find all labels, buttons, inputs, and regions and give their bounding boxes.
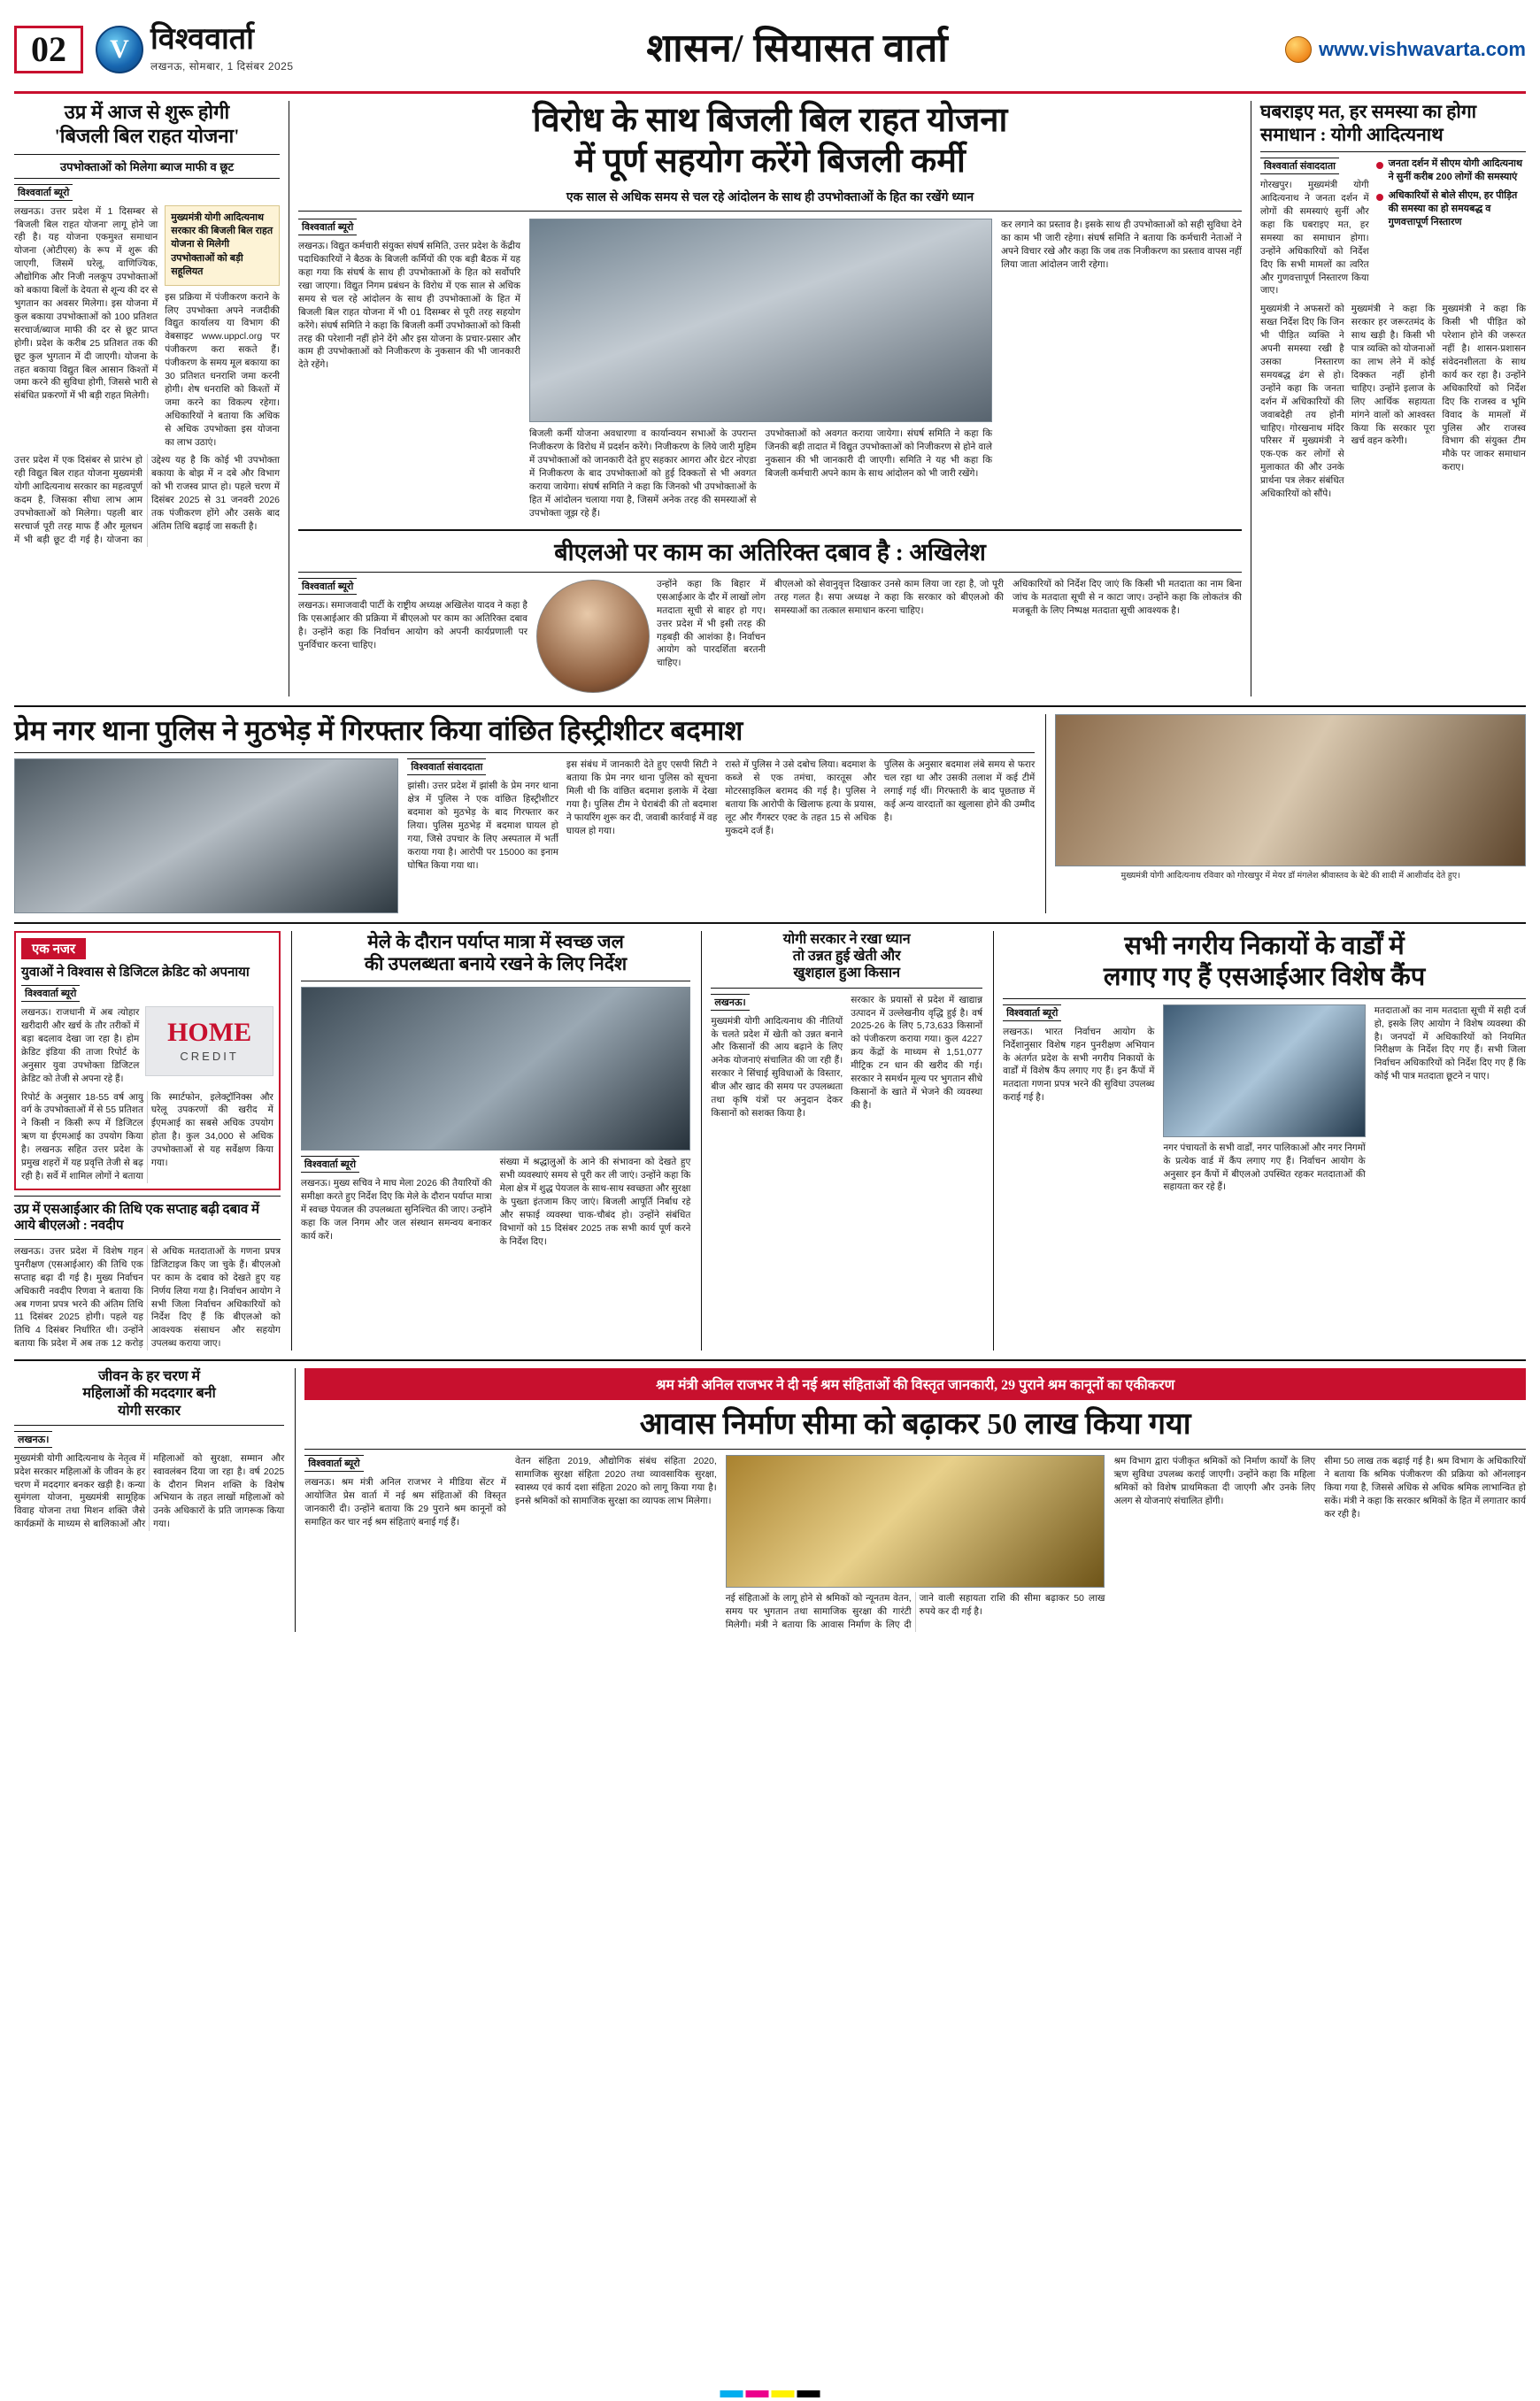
paragraph-3: उत्तर प्रदेश में एक दिसंबर से प्रारंभ हो रही विद्युत बिल राहत योजना मुख्यमंत्री योगी आदित्यनाथ सरकार का महत्वपूर्ण कदम है, जिसका सीधा लाभ आम उपभोक्ताओं को मिलेगा। पहली बार सरचार्ज पूरी तरह माफ हैं और मूलधन में भी बड़ी छूट दी गई है। योजना का उद्देश्य यह है कि कोई भी उपभोक्ता बकाया के बोझ में न दबे और विभाग को भी राजस्व प्राप्त हो। पहले चरण में दिसंबर 2025 से 31 जनवरी 2026 तक पंजीकरण होंगे और उसके बाद अंतिम तिथि बढ़ाई जा सकती है। bbox=[14, 455, 280, 545]
bottom-section bbox=[14, 1368, 1526, 1632]
home-credit-sub: CREDIT bbox=[180, 1050, 239, 1064]
headline-line1: घबराइए मत, हर समस्या का होगा bbox=[1260, 101, 1477, 122]
cmyk-yellow bbox=[772, 2390, 795, 2397]
ssir-body: लखनऊ। उत्तर प्रदेश में विशेष गहन पुनरीक्षण (एसआईआर) की तिथि एक सप्ताह बढ़ा दी गई है। मुख्य निर्वाचन अधिकारी नवदीप रिणवा ने बताया कि अब गणना प्रपत्र भरने की अंतिम तिथि 11 दिसंबर 2025 होगी। पहले यह तिथि 4 दिसंबर निर्धारित थी। उन्होंने बताया कि प्रदेश में अब तक 12 करोड़ से अधिक मतदाताओं के गणना प्रपत्र डिजिटाइज किए जा चुके हैं। बीएलओ पर काम के दबाव को देखते हुए यह निर्णय लिया गया है। निर्वाचन आयोग ने सभी जिला निर्वाचन अधिकारियों को निर्देश दिए हैं कि बीएलओ को आवश्यक संसाधन और सहयोग उपलब्ध कराया जाए। bbox=[14, 1245, 281, 1350]
meeting-photo bbox=[529, 219, 992, 422]
paragraph-3: मुख्यमंत्री ने कहा कि किसी भी पीड़ित को परेशान होने की जरूरत नहीं है। शासन-प्रशासन संवेदनशीलता के साथ कार्य कर रहा है। उन्होंने अधिकारियों को निर्देश दिए कि राजस्व व भूमि विवाद के मामलों में पुलिस और राजस्व विभाग की संयुक्त टीम मौके पर जाकर समाधान कराए। bbox=[1442, 304, 1527, 473]
cmyk-registration-marks bbox=[720, 2390, 820, 2397]
mela-paragraph-2: संख्या में श्रद्धालुओं के आने की संभावना को देखते हुए सभी व्यवस्थाएं समय से पूरी कर ली जाएं। उन्होंने कहा कि मेला क्षेत्र में शुद्ध पेयजल के साथ-साथ स्वच्छता और सुरक्षा के पुख्ता इंतजाम किए जाएं। बिजली आपूर्ति निर्बाध रहे और सफाई व्यवस्था चाक-चौबंद हो। उन्होंने संबंधित विभागों को 15 दिसंबर 2025 तक सभी कार्य पूर्ण करने के निर्देश दिए। bbox=[499, 1157, 691, 1247]
headline-line1: विरोध के साथ बिजली बिल राहत योजना bbox=[532, 102, 1008, 139]
wards-byline: विश्ववार्ता ब्यूरो bbox=[1003, 1004, 1061, 1021]
wards-paragraph-2: नगर पंचायतों के सभी वार्डों, नगर पालिकाओं और नगर निगमों के प्रत्येक वार्ड में कैंप लगाए गए हैं। निर्वाचन आयोग के अनुसार इन कैंपों में बीएलओ उपस्थित रहकर मतदाताओं की सहायता कर रहे हैं। bbox=[1163, 1142, 1366, 1193]
akhilesh-paragraph-3: बीएलओ को सेवानुवृत्त दिखाकर उनसे काम लिया जा रहा है, जो पूरी तरह गलत है। सपा अध्यक्ष ने कहा कि सरकार को बीएलओ की समस्याओं का तत्काल समाधान करना चाहिए। bbox=[774, 578, 1004, 616]
headline-line1: उप्र में आज से शुरू होगी bbox=[64, 101, 230, 123]
highlight-bullets bbox=[1376, 158, 1526, 228]
masthead bbox=[14, 12, 1526, 94]
subheadline: एक साल से अधिक समय से चल रहे आंदोलन के साथ ही उपभोक्ताओं के हित का रखेंगे ध्यान bbox=[298, 189, 1242, 212]
paragraph-2: बिजली कर्मी योजना अवधारणा व कार्यान्वयन सभाओं के उपरान्त निजीकरण के विरोध में प्रदर्शन करेंगे। निजीकरण के लिये जारी मुहिम में उपभोक्ताओं को जानकारी देते हुए सहकार आगरा और ग्रेटर नोएडा में निजीकरण के बाद उपभोक्ताओं को हुई दिक्कतों से भी अवगत कराया जायेगा। संघर्ष समिति ने कहा कि जिनको भी उपभोक्ताओं के हित में आंदोलन चलाया गया है, जिसमें अनेक तरह की समस्याओं से उपभोक्ता जूझ रहे हैं। bbox=[529, 428, 757, 519]
paragraph-2: मुख्यमंत्री ने कहा कि सरकार हर जरूरतमंद के साथ खड़ी है। किसी भी पात्र व्यक्ति को योजनाओं का लाभ लेने में कोई दिक्कत नहीं होनी चाहिए। उन्होंने इलाज के लिए आर्थिक सहायता मांगने वालों को आश्वस्त किया कि सरकार पूरा खर्च वहन करेगी। bbox=[1351, 304, 1436, 447]
police-paragraph-1: झांसी। उत्तर प्रदेश में झांसी के प्रेम नगर थाना क्षेत्र में पुलिस ने एक वांछित हिस्ट्रीशीटर बदमाश को मुठभेड़ के बाद गिरफ्तार कर लिया। पुलिस मुठभेड़ में बदमाश घायल हो गया, जिसे उपचार के लिए अस्पताल में भर्ती कराया गया है। आरोपी पर 15000 का इनाम घोषित किया गया था। bbox=[407, 781, 558, 871]
home-credit-logo bbox=[145, 1006, 273, 1076]
cm-wedding-photo bbox=[1055, 714, 1526, 866]
globe-logo-icon: V bbox=[96, 26, 143, 73]
section-title: शासन/ सियासत वार्ता bbox=[646, 27, 949, 71]
paragraph-1: लखनऊ। उत्तर प्रदेश में 1 दिसम्बर से 'बिजली बिल राहत योजना' लागू होने जा रही है। यह योजना एकमुश्त समाधान योजना (ओटीएस) के रूप में शुरू की जाएगी, जिसमें घरेलू, वाणिज्यिक, औद्योगिक और निजी नलकूप उपभोक्ताओं को बकाया बिलों के देयता से शून्य की दर से भुगतान का अवसर मिलेगा। इस योजना में कुल बकाया उपभोक्ताओं को 100 प्रतिशत सरचार्ज/ब्याज माफी की दर से छूट प्राप्त होगी। प्रदेश के करीब 25 प्रतिशत तक की छूट कुल भुगतान में दी जाएगी। योजना के तहत बकाया विद्युत बिल आसान किश्तों में जमा करने की सुविधा होगी, जिससे भारी से संबंधित प्रकरणों में भी बड़ी राहत मिलेगी। bbox=[14, 205, 158, 402]
women-body: मुख्यमंत्री योगी आदित्यनाथ के नेतृत्व में प्रदेश सरकार महिलाओं के जीवन के हर चरण में मददगार बनकर खड़ी है। कन्या सुमंगला योजना, मुख्यमंत्री सामूहिक विवाह योजना तथा मिशन शक्ति जैसे कार्यक्रमों के माध्यम से बालिकाओं और महिलाओं को सुरक्षा, सम्मान और स्वावलंबन दिया जा रहा है। वर्ष 2025 के दौरान मिशन शक्ति के विशेष अभियान के तहत लाखों महिलाओं को उनके अधिकारों के प्रति जागरूक किया गया। bbox=[14, 1452, 285, 1530]
women-headline-1: जीवन के हर चरण में bbox=[98, 1369, 201, 1385]
website-link[interactable] bbox=[1285, 36, 1526, 63]
cmyk-black bbox=[797, 2390, 820, 2397]
publication-dateline: लखनऊ, सोमबार, 1 दिसंबर 2025 bbox=[150, 60, 294, 73]
story-yogi-janta-darshan bbox=[1260, 101, 1526, 696]
middle-section bbox=[14, 931, 1526, 1351]
mela-headline-2: की उपलब्धता बनाये रखने के लिए निर्देश bbox=[364, 953, 628, 975]
publication-name: विश्ववार्ता bbox=[150, 23, 254, 56]
wards-camp-photo bbox=[1163, 1004, 1365, 1137]
eknazar-headline: युवाओं ने विश्वास से डिजिटल क्रेडिट को अपनाया bbox=[21, 966, 250, 981]
awas-headline: आवास निर्माण सीमा को बढ़ाकर 50 लाख किया गया bbox=[639, 1408, 1191, 1442]
awas-paragraph-4: श्रम विभाग द्वारा पंजीकृत श्रमिकों को निर्माण कार्यों के लिए ऋण सुविधा उपलब्ध कराई जाएगी। उन्होंने कहा कि महिला श्रमिकों को विशेष प्राथमिकता दी जाएगी और उनके लिए अलग से योजनाएं संचालित होंगी। bbox=[1113, 1455, 1316, 1506]
byline: विश्ववार्ता ब्यूरो bbox=[298, 219, 357, 235]
kisan-paragraph-2: सरकार के प्रयासों से प्रदेश में खाद्यान्न उत्पादन में उल्लेखनीय वृद्धि हुई है। वर्ष 2025-26 के लिए 5,73,633 किसानों को पंजीकरण कराया गया। कुल 4227 क्रय केंद्रों के माध्यम से 1,51,077 मीट्रिक टन धान की खरीद की गई। सरकार ने समर्थन मूल्य पर भुगतान सीधे किसानों के खाते में भेजने की व्यवस्था की है। bbox=[851, 994, 983, 1111]
paragraph-1: मुख्यमंत्री ने अफसरों को सख्त निर्देश दिए कि जिन भी पीड़ित व्यक्ति ने अपनी समस्या रखी है उसका निस्तारण समयबद्ध ढंग से हो। उन्होंने कहा कि जनता दर्शन में अधिकारियों की जवाबदेही तय होनी चाहिए। गोरखनाथ मंदिर परिसर में मुख्यमंत्री ने एक-एक कर लोगों से मुलाकात की और उनके प्रार्थना पत्र लेकर संबंधित अधिकारियों को सौंपे। bbox=[1260, 304, 1344, 500]
cmyk-magenta bbox=[746, 2390, 769, 2397]
police-paragraph-3: रास्ते में पुलिस ने उसे दबोच लिया। बदमाश के कब्जे से एक तमंचा, कारतूस और मोटरसाइकिल बरामद की गई है। पुलिस ने बताया कि आरोपी के खिलाफ हत्या के प्रयास, लूट और गैंगस्टर एक्ट के तहत 15 से अधिक मुकदमे दर्ज हैं। bbox=[725, 759, 876, 836]
headline-line2: 'बिजली बिल राहत योजना' bbox=[54, 124, 240, 147]
mela-byline: विश्ववार्ता ब्यूरो bbox=[301, 1156, 359, 1173]
eknazar-paragraph-2: रिपोर्ट के अनुसार 18-55 वर्ष आयु वर्ग के उपभोक्ताओं में से 55 प्रतिशत ने किसी न किसी रूप में डिजिटल ऋण या ईएमआई का उपयोग किया है। लखनऊ सहित उत्तर प्रदेश के प्रमुख शहरों में यह प्रवृत्ति तेजी से बढ़ रही है। सर्वे में शामिल लोगों ने बताया कि स्मार्टफोन, इलेक्ट्रॉनिक्स और घरेलू उपकरणों की खरीद में ईएमआई का सबसे अधिक उपयोग होता है। कुल 34,000 से अधिक उपभोक्ताओं से यह सर्वेक्षण किया गया। bbox=[21, 1091, 273, 1181]
mela-meeting-photo bbox=[301, 987, 690, 1150]
cmyk-cyan bbox=[720, 2390, 743, 2397]
globe-icon bbox=[1285, 36, 1312, 63]
cm-wedding-caption: मुख्यमंत्री योगी आदित्यनाथ रविवार को गोरखपुर में मेयर डॉ मंगलेश श्रीवास्तव के बेटे की शादी में आशीर्वाद देते हुए। bbox=[1120, 870, 1460, 881]
home-credit-main: HOME bbox=[167, 1018, 252, 1048]
highlight-box: मुख्यमंत्री योगी आदित्यनाथ सरकार की बिजली बिल राहत योजना से मिलेगी उपभोक्ताओं को बड़ी सहूलियत bbox=[165, 205, 280, 286]
paragraph-2: इस प्रक्रिया में पंजीकरण कराने के लिए उपभोक्ता अपने नजदीकी विद्युत कार्यालय या विभाग की वेबसाइट www.uppcl.org पर पंजीकरण करा सकते हैं। पंजीकरण के समय मूल बकाया का 30 प्रतिशत धनराशि जमा करनी होगी। शेष धनराशि को किश्तों में जमा करने का विकल्प रहेगा। अधिकारियों ने बताया कि अधिक से अधिक उपभोक्ता इस योजना का लाभ उठाएं। bbox=[165, 291, 280, 448]
wards-headline-2: लगाए गए हैं एसआईआर विशेष कैंप bbox=[1103, 962, 1426, 991]
akhilesh-byline: विश्ववार्ता ब्यूरो bbox=[298, 578, 357, 595]
akhilesh-portrait bbox=[536, 580, 650, 693]
headline-line2: समाधान : योगी आदित्यनाथ bbox=[1260, 123, 1444, 145]
mela-headline-1: मेले के दौरान पर्याप्त मात्रा में स्वच्छ जल bbox=[367, 931, 624, 953]
labour-band: श्रम मंत्री अनिल राजभर ने दी नई श्रम संहिताओं की विस्तृत जानकारी, 29 पुराने श्रम कानूनों का एकीकरण bbox=[304, 1368, 1526, 1400]
lead-paragraph: गोरखपुर। मुख्यमंत्री योगी आदित्यनाथ ने जनता दर्शन में लोगों की समस्याएं सुनीं और कहा कि घबराइए मत, हर समस्या का समाधान होगा। उन्होंने अधिकारियों को निर्देश दिए कि सभी मामलों का त्वरित और गुणवत्तापूर्ण निस्तारण किया जाए। bbox=[1260, 180, 1369, 296]
eknazar-box bbox=[14, 931, 281, 1190]
akhilesh-paragraph-2: उन्होंने कहा कि बिहार में एसआईआर के दौर में लाखों लोग मतदाता सूची से बाहर हो गए। उत्तर प्रदेश में भी इसी तरह की गड़बड़ी की आशंका है। निर्वाचन आयोग को पारदर्शिता बरतनी चाहिए। bbox=[657, 578, 766, 669]
awas-paragraph-2: वेतन संहिता 2019, औद्योगिक संबंध संहिता 2020, सामाजिक सुरक्षा संहिता 2020 तथा व्यावसायिक सुरक्षा, स्वास्थ्य एवं कार्य दशा संहिता 2020 को लागू किया गया है। इनसे श्रमिकों को सामाजिक सुरक्षा का व्यापक लाभ मिलेगा। bbox=[515, 1455, 717, 1506]
police-photo bbox=[14, 758, 398, 913]
paragraph-4: कर लगाने का प्रस्ताव है। इसके साथ ही उपभोक्ताओं को सही सुविधा देने का काम भी जारी रहेगा। संघर्ष समिति ने बताया कि कर्मचारी नेताओं ने अपने विचार रखे और कहा कि जब तक निजीकरण का प्रस्ताव वापस नहीं लिया जाता आंदोलन जारी रहेगा। bbox=[1001, 219, 1242, 270]
police-headline: प्रेम नगर थाना पुलिस ने मुठभेड़ में गिरफ्तार किया वांछित हिस्ट्रीशीटर बदमाश bbox=[14, 714, 743, 746]
subheadline: उपभोक्ताओं को मिलेगा ब्याज माफी व छूट bbox=[14, 154, 280, 179]
kisan-paragraph-1: मुख्यमंत्री योगी आदित्यनाथ की नीतियों के चलते प्रदेश में खेती को उन्नत बनाने और किसानों की आय बढ़ाने के लिए अनेक योजनाएं संचालित की जा रही हैं। सरकार ने सिंचाई सुविधाओं के विस्तार, बीज और खाद की समय पर उपलब्धता तथा कृषि यंत्रों पर अनुदान देकर किसानों को सशक्त किया है। bbox=[711, 1015, 843, 1120]
kisan-headline-2: तो उन्नत हुई खेती और bbox=[792, 949, 901, 965]
awas-byline: विश्ववार्ता ब्यूरो bbox=[304, 1455, 363, 1472]
mela-paragraph-1: लखनऊ। मुख्य सचिव ने माघ मेला 2026 की तैयारियों की समीक्षा करते हुए निर्देश दिए कि मेले के दौरान पर्याप्त मात्रा में स्वच्छ पेयजल की उपलब्धता सुनिश्चित की जाए। उन्होंने कहा कि जल निगम और जल संस्थान समन्वय बनाकर कार्य करें। bbox=[300, 1178, 492, 1243]
top-section bbox=[14, 101, 1526, 696]
police-section bbox=[14, 714, 1526, 913]
wards-headline-1: सभी नगरीय निकायों के वार्डों में bbox=[1124, 932, 1405, 961]
publication-logo bbox=[96, 25, 294, 73]
awas-paragraph-1: लखनऊ। श्रम मंत्री अनिल राजभर ने मीडिया सेंटर में आयोजित प्रेस वार्ता में नई श्रम संहिताओं की विस्तृत जानकारी दी। उन्होंने बताया कि 29 पुराने श्रम कानूनों को समाहित कर चार नई श्रम संहिताएं बनाई गई हैं। bbox=[304, 1476, 507, 1528]
website-url: www.vishwavarta.com bbox=[1319, 37, 1526, 60]
police-paragraph-4: पुलिस के अनुसार बदमाश लंबे समय से फरार चल रहा था और उसकी तलाश में कई टीमें लगाई गई थीं। गिरफ्तारी के बाद पूछताछ में कई अन्य वारदातों का खुलासा होने की उम्मीद है। bbox=[883, 759, 1036, 823]
wards-paragraph-1: लखनऊ। भारत निर्वाचन आयोग के निर्देशानुसार विशेष गहन पुनरीक्षण अभियान के अंतर्गत प्रदेश के सभी नगरीय निकायों के वार्डों में विशेष कैंप लगाए गए हैं। इन कैंपों में मतदाता गणना प्रपत्र भरने की सुविधा उपलब्ध कराई गई है। bbox=[1003, 1026, 1155, 1104]
awas-paragraph-5: सीमा 50 लाख तक बढ़ाई गई है। श्रम विभाग के अधिकारियों ने बताया कि श्रमिक पंजीकरण की प्रक्रिया को ऑनलाइन किया गया है, जिससे अधिक से अधिक श्रमिक लाभान्वित हो सकें। मंत्री ने कहा कि सरकार श्रमिकों के हित में लगातार कार्य कर रही है। bbox=[1324, 1455, 1526, 1520]
headline-line2: में पूर्ण सहयोग करेंगे बिजली कर्मी bbox=[574, 142, 966, 180]
bullet-item: अधिकारियों से बोले सीएम, हर पीड़ित की समस्या का हो समयबद्ध व गुणवत्तापूर्ण निस्तारण bbox=[1376, 189, 1526, 229]
police-paragraph-2: इस संबंध में जानकारी देते हुए एसपी सिटी ने बताया कि प्रेम नगर थाना पुलिस को सूचना मिली थी कि वांछित बदमाश इलाके में देखा गया है। पुलिस टीम ने घेराबंदी की तो बदमाश ने फायरिंग शुरू कर दी, जवाबी कार्रवाई में वह घायल हो गया। bbox=[566, 759, 718, 836]
byline: विश्ववार्ता संवाददाता bbox=[1260, 158, 1339, 174]
paragraph-1: लखनऊ। विद्युत कर्मचारी संयुक्त संघर्ष समिति, उत्तर प्रदेश के केंद्रीय पदाधिकारियों ने बैठक के बिजली कर्मियों की एक बड़ी बैठक में यह कहा गया कि संघर्ष के साथ ही उपभोक्ताओं के हित को सर्वोपरि रखा जाएगा। विद्युत निगम प्रबंधन के विरोध में एक साल से अधिक समय से चल रहे आंदोलन के साथ ही उपभोक्ताओं के हित में बिजली बिल राहत योजना में भी 01 दिसम्बर से पूरी तरह सहयोग करेंगे। संघर्ष समिति ने कहा कि बिजली कर्मी उपभोक्ताओं को किसी तरह की परेशानी नहीं होने देंगे और इस योजना के प्रचार-प्रसार और काम ही उपभोक्ताओं को निजीकरण के नुकसान की भी जानकारी देते रहेंगे। bbox=[298, 241, 521, 371]
akhilesh-paragraph-4: अधिकारियों को निर्देश दिए जाएं कि किसी भी मतदाता का नाम बिना जांच के मतदाता सूची से न काटा जाए। उन्होंने कहा कि लोकतंत्र की मजबूती के लिए निष्पक्ष मतदाता सूची आवश्यक है। bbox=[1013, 578, 1242, 616]
kisan-headline-1: योगी सरकार ने रखा ध्यान bbox=[782, 932, 911, 948]
akhilesh-paragraph-1: लखनऊ। समाजवादी पार्टी के राष्ट्रीय अध्यक्ष अखिलेश यादव ने कहा है कि एसआईआर की प्रक्रिया में बीएलओ पर काम का अतिरिक्त दबाव है। उन्होंने कहा कि निर्वाचन आयोग को अपनी कार्यप्रणाली पर पुनर्विचार करना चाहिए। bbox=[298, 599, 527, 650]
awas-paragraph-3: नई संहिताओं के लागू होने से श्रमिकों को न्यूनतम वेतन, समय पर भुगतान तथा सामाजिक सुरक्षा की गारंटी मिलेगी। मंत्री ने बताया कि आवास निर्माण के लिए दी जाने वाली सहायता राशि की सीमा बढ़ाकर 50 लाख रुपये कर दी गई है। bbox=[725, 1592, 1105, 1630]
bullet-item: जनता दर्शन में सीएम योगी आदित्यनाथ ने सुनीं करीब 200 लोगों की समस्याएं bbox=[1376, 158, 1526, 184]
byline: विश्ववार्ता ब्यूरो bbox=[14, 184, 73, 201]
labour-minister-photo bbox=[726, 1455, 1105, 1588]
kisan-byline: लखनऊ। bbox=[711, 994, 749, 1011]
women-byline: लखनऊ। bbox=[14, 1431, 52, 1448]
women-headline-3: योगी सरकार bbox=[118, 1403, 181, 1419]
page-number: 02 bbox=[14, 26, 83, 73]
story-bijli-raahat bbox=[14, 101, 280, 696]
women-headline-2: महिलाओं की मददगार बनी bbox=[82, 1386, 216, 1402]
akhilesh-headline: बीएलओ पर काम का अतिरिक्त दबाव है : अखिलेश bbox=[554, 538, 986, 566]
wards-paragraph-3: मतदाताओं का नाम मतदाता सूची में सही दर्ज हो, इसके लिए आयोग ने विशेष व्यवस्था की है। जनपदों में अधिकारियों को नियमित निरीक्षण के निर्देश दिए गए हैं। सभी जिला निर्वाचन अधिकारियों को निर्देश दिए गए हैं कि कोई भी पात्र मतदाता छूटने न पाए। bbox=[1374, 1004, 1526, 1082]
eknazar-tag: एक नजर bbox=[21, 938, 86, 959]
police-byline: विश्ववार्ता संवाददाता bbox=[407, 758, 486, 775]
eknazar-byline: विश्ववार्ता ब्यूरो bbox=[21, 985, 80, 1002]
ssir-headline: उप्र में एसआईआर की तिथि एक सप्ताह बढ़ी दबाव में आये बीएलओ : नवदीप bbox=[14, 1202, 259, 1233]
kisan-headline-3: खुशहाल हुआ किसान bbox=[793, 966, 900, 981]
story-bijli-karmi bbox=[289, 101, 1251, 696]
paragraph-3: उपभोक्ताओं को अवगत कराया जायेगा। संघर्ष समिति ने कहा कि जिनकी बड़ी तादात में विद्युत उपभोक्ताओं को निजीकरण से होने वाले नुकसान की भी जानकारी दी जाएगी। समिति ने यह भी कहा कि बिजली कर्मचारी अपने काम के साथ आंदोलन को भी जारी रखेंगे। bbox=[765, 428, 993, 479]
eknazar-paragraph-1: लखनऊ। राजधानी में अब त्योहार खरीदारी और खर्च के तौर तरीकों में बड़ा बदलाव देखा जा रहा है। होम क्रेडिट इंडिया की ताजा रिपोर्ट के अनुसार युवा उपभोक्ता डिजिटल क्रेडिट को तेजी से अपना रहे हैं। bbox=[21, 1007, 140, 1084]
